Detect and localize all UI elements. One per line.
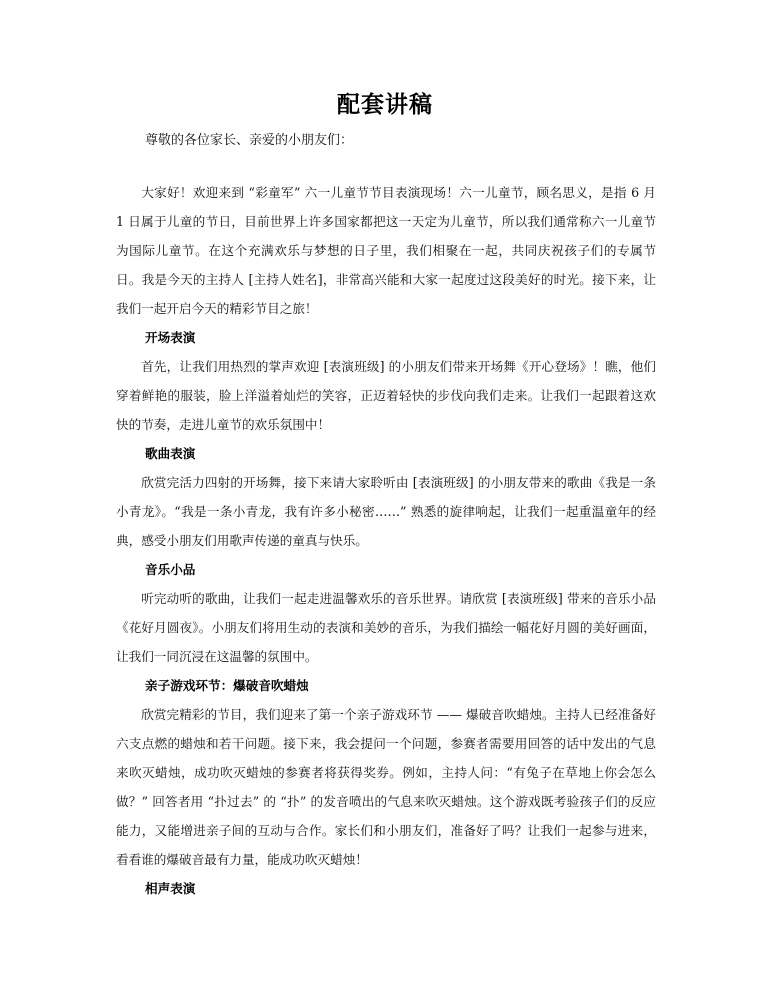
greeting-line: 尊敬的各位家长、亲爱的小朋友们： — [145, 133, 354, 148]
music-skit-paragraph: 听完动听的歌曲，让我们一起走进温馨欢乐的音乐世界。请欣赏 [表演班级] 带来的音乐小品《花好月圆夜》。小朋友们将用生动的表演和美妙的音乐，为我们描绘一幅花好月圆的美好画面，让我们一同沉浸在这温馨的氛围中。 — [116, 591, 656, 664]
page-title: 配套讲稿 — [337, 91, 433, 118]
section-heading-song: 歌曲表演 — [145, 446, 196, 461]
song-paragraph: 欣赏完活力四射的开场舞，接下来请大家聆听由 [表演班级] 的小朋友带来的歌曲《我是一条小青龙》。“我是一条小青龙，我有许多小秘密……” 熟悉的旋律响起，让我们一起重温童年的经典，感受小朋友们用歌声传递的童真与快乐。 — [116, 475, 656, 548]
section-heading-parent-child-game: 亲子游戏环节：爆破音吹蜡烛 — [145, 678, 309, 693]
parent-child-game-paragraph: 欣赏完精彩的节目，我们迎来了第一个亲子游戏环节 —— 爆破音吹蜡烛。主持人已经准备好六支点燃的蜡烛和若干问题。接下来，我会提问一个问题，参赛者需要用回答的话中发出的气息来吹灭蜡烛，成功吹灭蜡烛的参赛者将获得奖券。例如，主持人问：“有兔子在草地上你会怎么做？” 回答者用 “扑过去” 的 “扑” 的发音喷出的气息来吹灭蜡烛。这个游戏既考验孩子们的反应能力，又能增进亲子间的互动与合作。家长们和小朋友们，准备好了吗？让我们一起参与进来，看看谁的爆破音最有力量，能成功吹灭蜡烛！ — [116, 707, 656, 867]
section-heading-opening: 开场表演 — [145, 330, 196, 345]
document-body — [116, 178, 656, 903]
opening-paragraph: 首先，让我们用热烈的掌声欢迎 [表演班级] 的小朋友们带来开场舞《开心登场》！瞧，他们穿着鲜艳的服装，脸上洋溢着灿烂的笑容，正迈着轻快的步伐向我们走来。让我们一起跟着这欢快的节奏，走进儿童节的欢乐氛围中！ — [116, 359, 656, 432]
section-heading-crosstalk: 相声表演 — [145, 881, 196, 896]
intro-paragraph: 大家好！欢迎来到 “彩童军” 六一儿童节节目表演现场！六一儿童节，顾名思义，是指 6 月 1 日属于儿童的节日，目前世界上许多国家都把这一天定为儿童节，所以我们通常称六一儿童节为国际儿童节。在这个充满欢乐与梦想的日子里，我们相聚在一起，共同庆祝孩子们的专属节日。我是今天的主持人 [主持人姓名]，非常高兴能和大家一起度过这段美好的时光。接下来，让我们一起开启今天的精彩节目之旅！ — [116, 185, 656, 316]
section-heading-music-skit: 音乐小品 — [145, 562, 196, 577]
